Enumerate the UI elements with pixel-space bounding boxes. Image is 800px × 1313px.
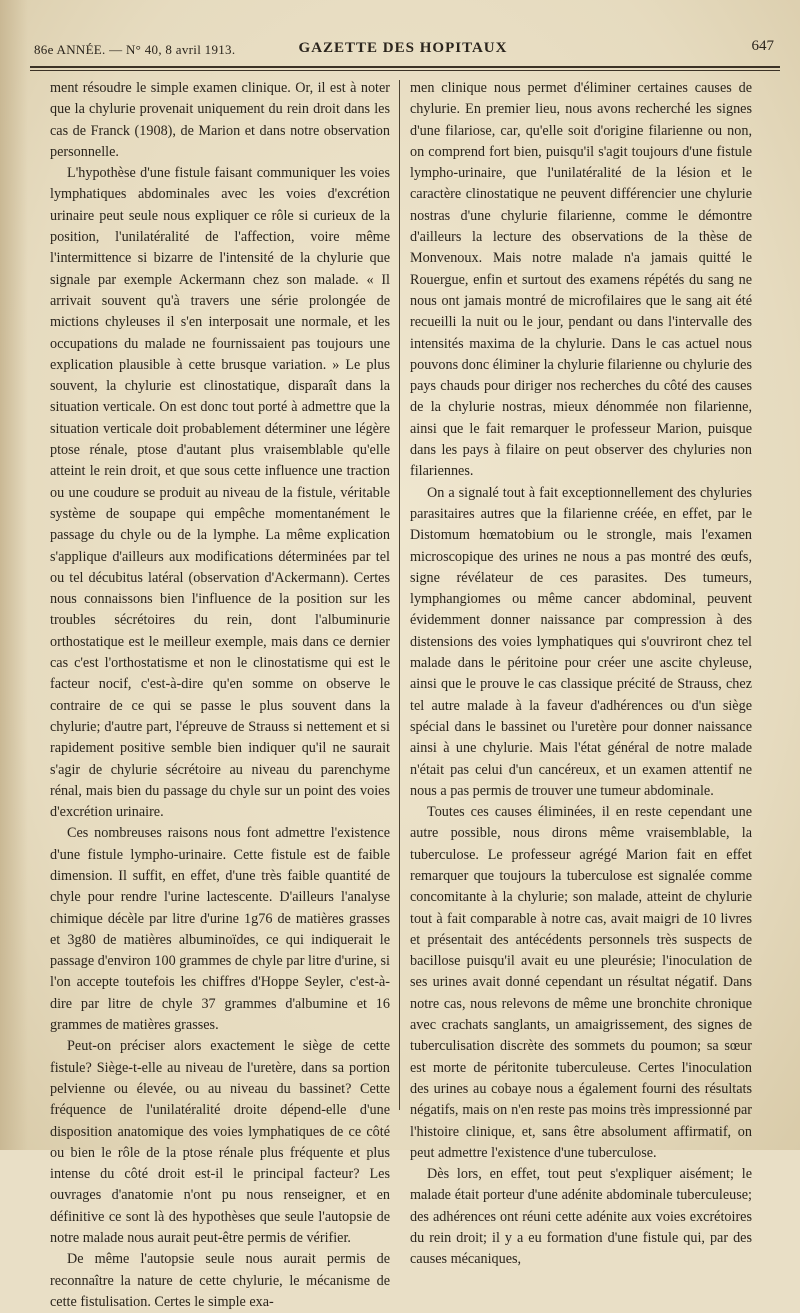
journal-title: GAZETTE DES HOPITAUX	[298, 40, 508, 56]
header-rule-thick	[30, 66, 780, 68]
page-number: 647	[751, 38, 774, 54]
paragraph: men clinique nous permet d'éliminer certaines causes de chylurie. En premier lieu, nous avons recherché les signes d'une filariose, car, qu'elle soit d'origine filarienne ou non, on comprend fort bien, puisqu'il s'agit toujours d'une fistule lympho-urinaire, que l'unilatéralité de la lésion et le caractère clinostatique ne peuvent différencier une chylurie nostras d'une chylurie filarienne, comme le démontre d'ailleurs la lecture des observations de la thèse de Monvenoux. Mais notre malade n'a jamais quitté le Rouergue, enfin et surtout des examens répétés du sang ne nous ont jamais montré de microfilaires que le sang ait été recueilli la nuit ou le jour, pendant ou dans l'intervalle des intensités maxima de la chylurie. Dans le cas actuel nous pouvons donc éliminer la chylurie filarienne ou chylurie des pays chauds pour diriger nos recherches du côté des causes de la chylurie nostras, mieux dénommée non filarienne, ainsi que le fait remarquer le professeur Marion, puisque dans les pays à filaire on peut observer des chyluries non filariennes.	[410, 80, 752, 480]
page-header	[28, 36, 778, 62]
paragraph: ment résoudre le simple examen clinique. Or, il est à noter que la chylurie provenait uniquement du rein droit dans les cas de Franck (1908), de Marion et dans notre observation personnelle.	[50, 80, 390, 160]
column-divider	[399, 80, 400, 1110]
paragraph: On a signalé tout à fait exceptionnellement des chyluries parasitaires autres que la filarienne créée, en effet, par le Distomum hœmatobium ou le strongle, mais l'examen microscopique des urines ne nous a pas montré des œufs, signe révélateur de ces parasites. Des tumeurs, lymphangiomes ou même cancer abdominal, peuvent évidemment donner naissance par compression à des distensions des voies lymphatiques qui s'ouvriront chez tel malade dans le péritoine pour créer une ascite chyleuse, ainsi que le prouve le cas classique précité de Strauss, chez tel autre malade à la faveur d'adhérences ou d'un siège spécial dans le bassinet ou l'uretère pour donner naissance ainsi à une chylurie. Mais l'état général de notre malade n'était pas celui d'un cancéreux, et un examen attentif ne nous a pas permis de trouver une tumeur abdominale.	[410, 484, 752, 799]
right-column	[410, 78, 752, 1271]
paragraph: Peut-on préciser alors exactement le siège de cette fistule? Siège-t-elle au niveau de l'uretère, dans sa portion pelvienne ou élevée, ou au niveau du bassinet? Cette fréquence de l'unilatéralité droite dépend-elle d'une disposition anatomique des voies lymphatiques de ce côté ou bien le rôle de la ptose rénale plus fréquente et plus intense du côté droit est-il le principal facteur? Les ouvrages d'anatomie n'ont pu nous renseigner, et en définitive ce sont là des hypothèses que seule l'autopsie de notre malade nous aurait peut-être permis de vérifier.	[50, 1038, 390, 1247]
left-column	[50, 78, 390, 1313]
paragraph: Ces nombreuses raisons nous font admettre l'existence d'une fistule lympho-urinaire. Cette fistule est de faible dimension. Il suffit, en effet, d'une très faible quantité de chyle pour rendre l'urine lactescente. D'ailleurs l'analyse chimique décèle par litre d'urine 1g76 de matières grasses et 3g80 de matières albuminoïdes, ce qui indiquerait le passage d'environ 100 grammes de chyle par litre d'urine, si l'on accepte toutefois les chiffres d'Hoppe Seyler, c'est-à-dire par litre de chyle 37 grammes d'albumine et 16 grammes de matières grasses.	[50, 825, 390, 1034]
page-binding-shadow	[0, 0, 28, 1150]
paragraph: De même l'autopsie seule nous aurait permis de reconnaître la nature de cette chylurie, le mécanisme de cette fistulisation. Certes le simple exa-	[50, 1251, 390, 1310]
paragraph: Dès lors, en effet, tout peut s'expliquer aisément; le malade était porteur d'une adénite abdominale tuberculeuse; des adhérences ont réuni cette adénite aux voies excrétoires du rein droit; il y a eu formation d'une fistule qui, par des causes mécaniques,	[410, 1166, 752, 1268]
issue-info: 86e ANNÉE. — N° 40, 8 avril 1913.	[34, 42, 236, 57]
paragraph: Toutes ces causes éliminées, il en reste cependant une autre possible, nous dirons même vraisemblable, la tuberculose. Le professeur agrégé Marion fait en effet remarquer que toujours la tuberculose est signalée comme concomitante à la chylurie; son malade, atteint de chylurie tout à fait comparable à notre cas, avait maigri de 10 livres et présentait des antécédents personnels très suspects de bacillose puisqu'il avait eu une pleurésie; l'inoculation de ses urines avait donné cependant un résultat négatif. Dans notre cas, nous relevons de même une bronchite chronique avec crachats sanglants, un amaigrissement, des signes de tuberculisation discrète des sommets du poumon; sa sœur est morte de péritonite tuberculeuse. Certes l'inoculation des urines au cobaye nous a également fourni des résultats négatifs, mais on n'en reste pas moins très impressionné par l'histoire clinique, et, sans être absolument affirmatif, on peut admettre l'existence d'une tuberculose.	[410, 804, 752, 1161]
header-rule-thin	[30, 70, 780, 71]
paragraph: L'hypothèse d'une fistule faisant communiquer les voies lymphatiques abdominales avec les voies d'excrétion urinaire peut seule nous expliquer ce rôle si curieux de la position, l'unilatéralité de l'affection, voire même l'intermittence si bizarre de l'intensité de la chylurie que signale par exemple Ackermann chez son malade. « Il arrivait souvent qu'à travers une série prolongée de mictions chyleuses il s'en interposait une normale, et les occupations du malade ne fournissaient pas toujours une explication plausible à cette brusque variation. » Le plus souvent, la chylurie est clinostatique, disparaît dans la situation verticale. On est donc tout porté à admettre que la situation verticale doit probablement déterminer une légère ptose rénale, ptose d'autant plus vraisemblable qu'elle atteint le rein droit, et que sous cette influence une traction ou une coudure se produit au niveau de la fistule, véritable système de soupape qui empêche momentanément le passage du chyle ou de la lymphe. La même explication s'applique d'ailleurs aux modifications déterminées par tel ou tel décubitus latéral (observation d'Ackermann). Certes nous connaissons bien l'influence de la position sur les troubles sécrétoires du rein, dont l'albuminurie orthostatique est le meilleur exemple, mais dans ce dernier cas c'est l'orthostatisme et non le clinostatisme qui est le facteur nocif, c'est-à-dire qu'en somme on observe le contraire de ce qui se passe le plus souvent dans la chylurie; d'autre part, l'épreuve de Strauss si nettement et si rapidement positive semble bien indiquer qu'il ne saurait s'agir de chylurie sécrétoire au niveau du parenchyme rénal, mais bien du passage du chyle sur un point des voies d'excrétion urinaire.	[50, 165, 390, 821]
